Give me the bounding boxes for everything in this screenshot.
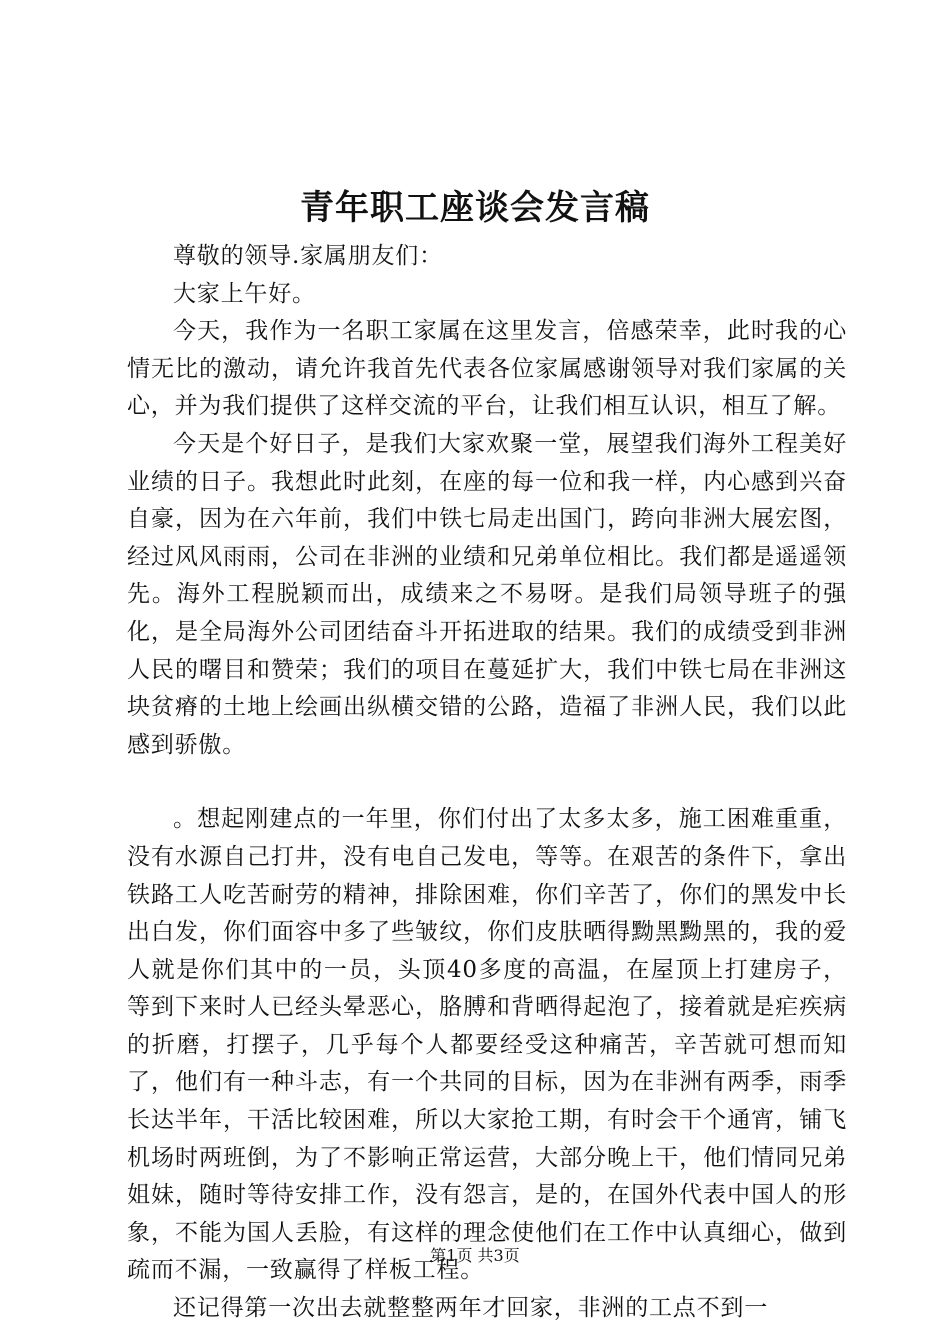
paragraph-achievements: 今天是个好日子，是我们大家欢聚一堂，展望我们海外工程美好业绩的日子。我想此时此刻，在座的每一位和我一样，内心感到兴奋自豪，因为在六年前，我们中铁七局走出国门，跨向非洲大展宏图，经过风风雨雨，公司在非洲的业绩和兄弟单位相比。我们都是遥遥领先。海外工程脱颖而出，成绩来之不易呀。是我们局领导班子的强化，是全局海外公司团结奋斗开拓进取的结果。我们的成绩受到非洲人民的曙目和赞荣；我们的项目在蔓延扩大，我们中铁七局在非洲这块贫瘠的土地上绘画出纵横交错的公路，造福了非洲人民，我们以此感到骄傲。 xyxy=(127,430,847,758)
document-title: 青年职工座谈会发言稿 xyxy=(300,188,650,228)
greeting: 大家上午好。 xyxy=(173,280,316,307)
paragraph-hardships: 。想起刚建点的一年里，你们付出了太多太多，施工困难重重，没有水源自己打井，没有电自己发电，等等。在艰苦的条件下，拿出铁路工人吃苦耐劳的精神，排除困难，你们辛苦了，你们的黑发中长出白发，你们面容中多了些皱纹，你们皮肤晒得黝黑黝黑的，我的爱人就是你们其中的一员，头顶40多度的高温，在屋顶上打建房子，等到下来时人已经头晕恶心，胳膊和背晒得起泡了，接着就是疟疾病的折磨，打摆子，几乎每个人都要经受这种痛苦，辛苦就可想而知了，他们有一种斗志，有一个共同的目标，因为在非洲有两季，雨季长达半年，干活比较困难，所以大家抢工期，有时会干个通宵，铺飞机场时两班倒，为了不影响正常运营，大部分晚上干，他们情同兄弟姐妹，随时等待安排工作，没有怨言，是的，在国外代表中国人的形象，不能为国人丢脸，有这样的理念使他们在工作中认真细心，做到疏而不漏，一致赢得了样板工程。 xyxy=(127,806,847,1284)
paragraph-intro: 今天，我作为一名职工家属在这里发言，倍感荣幸，此时我的心情无比的激动，请允许我首先代表各位家属感谢领导对我们家属的关心，并为我们提供了这样交流的平台，让我们相互认识，相互了解。 xyxy=(127,318,847,420)
page-footer: 第1页 共3页 xyxy=(430,1246,520,1265)
paragraph-memory: 还记得第一次出去就整整两年才回家，非洲的工点不到一 xyxy=(173,1295,768,1322)
document-body xyxy=(127,238,847,1328)
salutation: 尊敬的领导.家属朋友们： xyxy=(173,243,443,269)
